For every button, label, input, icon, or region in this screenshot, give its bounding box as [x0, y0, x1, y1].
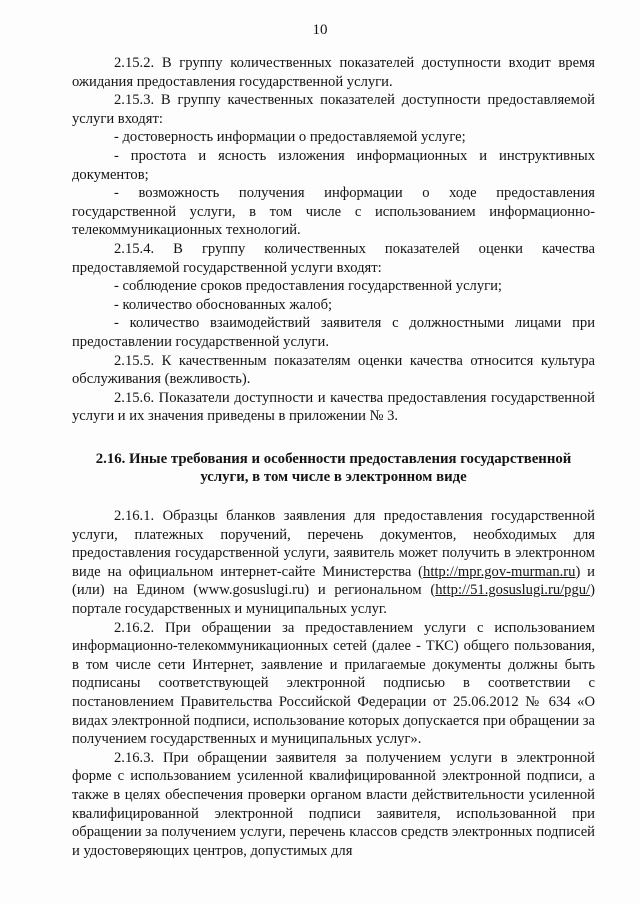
- list-item: - достоверность информации о предоставляемой услуге;: [114, 129, 466, 146]
- paragraph-2-15-2: 2.15.2. В группу количественных показателей доступности входит время ожидания предоставления государственной услуги.: [72, 55, 595, 90]
- page-number: 10: [312, 22, 328, 38]
- document-body: [72, 54, 595, 860]
- ministry-site-link[interactable]: http://mpr.gov-murman.ru: [423, 563, 576, 580]
- paragraph-text: ) портале государственных и муниципальных услуг.: [72, 582, 595, 618]
- paragraph-2-15-3: 2.15.3. В группу качественных показателей доступности предоставляемой услуги входят:: [72, 92, 595, 127]
- paragraph-2-15-6: 2.15.6. Показатели доступности и качества предоставления государственной услуги и их значения приведены в приложении № 3.: [72, 389, 595, 425]
- paragraph-2-15-4: 2.15.4. В группу количественных показателей оценки качества предоставляемой государственной услуги входят:: [72, 240, 595, 276]
- paragraph-text: 2.16.1. Образцы бланков заявления для предоставления государственной услуги, платежных поручений, перечень документов, необходимых для предоставления государственной услуги, заявитель может получить в электронном виде на официальном интернет-сайте Министерства (: [72, 508, 595, 580]
- section-heading: 2.16. Иные требования и особенности предоставления государственной услуги, в том числе в электронном виде: [95, 450, 572, 486]
- list-item: - возможность получения информации о ходе предоставления государственной услуги, в том числе с использованием информационно-телекоммуникационных технологий.: [72, 185, 595, 239]
- paragraph-2-16-2: 2.16.2. При обращении за предоставлением услуги с использованием информационно-телекоммуникационных сетей (далее - ТКС) общего пользования, в том числе сети Интернет, заявление и прилагаемые документы должны быть подписаны соответствующей электронной подписью в соответствии с постановлением Правительства Российской Федерации от 25.06.2012 № 634 «О видах электронной подписи, использование которых допускается при обращении за получением государственных и муниципальных услуг».: [72, 619, 595, 748]
- paragraph-2-15-5: 2.15.5. К качественным показателям оценки качества относится культура обслуживания (вежливость).: [72, 352, 595, 388]
- regional-portal-link[interactable]: http://51.gosuslugi.ru/pgu/: [435, 582, 591, 599]
- list-item: - количество взаимодействий заявителя с должностными лицами при предоставлении государственной услуги.: [72, 315, 595, 350]
- list-item: - соблюдение сроков предоставления государственной услуги;: [114, 278, 502, 295]
- list-item: - количество обоснованных жалоб;: [114, 296, 333, 313]
- paragraph-2-16-3: 2.16.3. При обращении заявителя за получением услуги в электронной форме с использованием усиленной квалифицированной электронной подписи, а также в целях обеспечения проверки органом власти действительности усиленной квалифицированной электронной подписи заявителя, использованной при обращении за получением услуги, перечень классов средств электронных подписей и удостоверяющих центров, допустимых для: [72, 749, 595, 859]
- paragraph-text: ) и (или) на Едином (www.gosuslugi.ru) и региональном (: [72, 563, 595, 599]
- paragraph-2-16-1: [72, 507, 595, 619]
- list-item: - простота и ясность изложения информационных и инструктивных документов;: [72, 147, 595, 183]
